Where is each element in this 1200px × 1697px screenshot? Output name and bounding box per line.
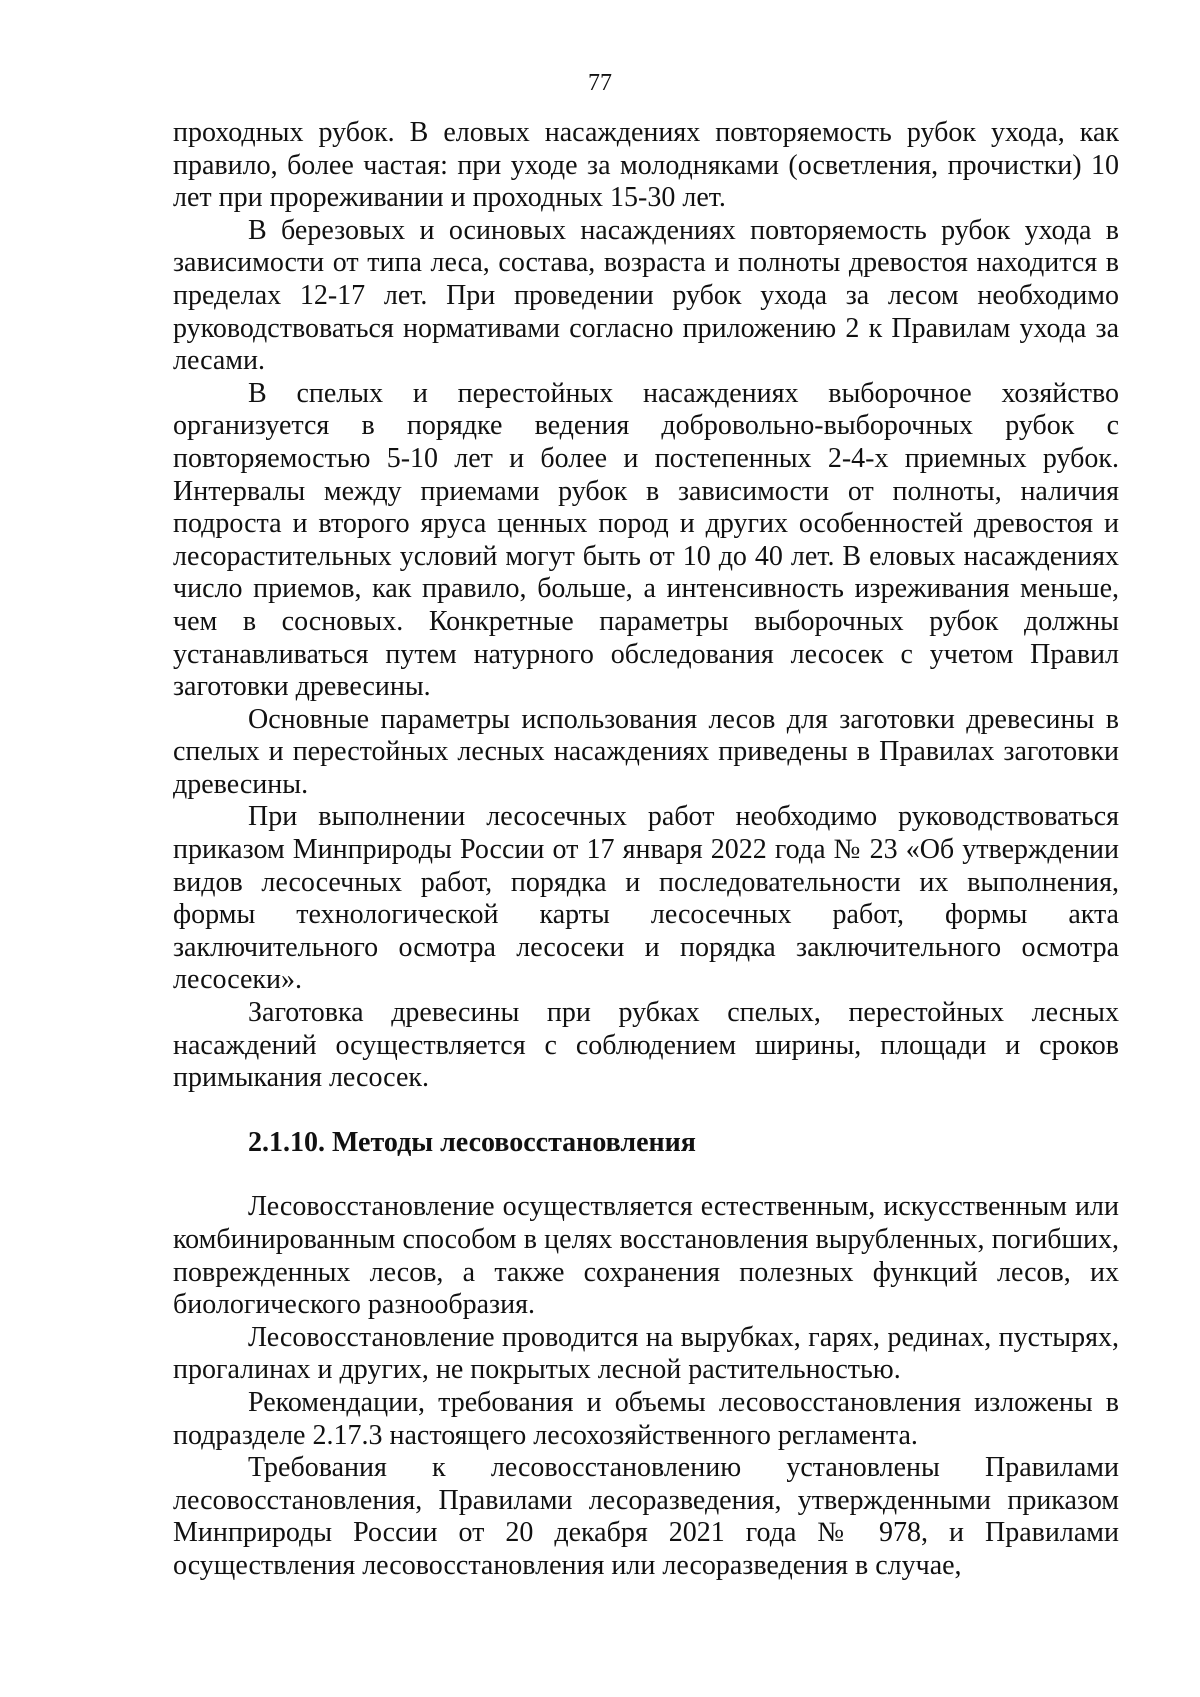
paragraph-reforestation-methods: Лесовосстановление осуществляется естественным, искусственным или комбинированным способом в целях восстановления вырубленных, погибших, поврежденных лесов, а также сохранения полезных функций лесов, их биологического разнообразия. xyxy=(173,1191,1119,1321)
paragraph-reforestation-sites: Лесовосстановление проводится на вырубках, гарях, рединах, пустырях, прогалинах и других, не покрытых лесной растительностью. xyxy=(173,1321,1119,1386)
paragraph-logging-works-order: При выполнении лесосечных работ необходимо руководствоваться приказом Минприроды России от 17 января 2022 года № 23 «Об утверждении видов лесосечных работ, порядка и последовательности их выполнения, формы технологической карты лесосечных работ, формы акта заключительного осмотра лесосеки и порядка заключительного осмотра лесосеки». xyxy=(173,801,1119,996)
paragraph-birch-aspen-care: В березовых и осиновых насаждениях повторяемость рубок ухода в зависимости от типа леса, состава, возраста и полноты древостоя находится в пределах 12-17 лет. При проведении рубок ухода за лесом необходимо руководствоваться нормативами согласно приложению 2 к Правилам ухода за лесами. xyxy=(173,214,1119,377)
document-body xyxy=(173,117,1119,1583)
section-heading: 2.1.10. Методы лесовосстановления xyxy=(248,1126,696,1158)
paragraph-selective-management: В спелых и перестойных насаждениях выборочное хозяйство организуется в порядке ведения добровольно-выборочных рубок с повторяемостью 5-10 лет и более и постепенных 2-4-х приемных рубок. Интервалы между приемами рубок в зависимости от полноты, наличия подроста и второго яруса ценных пород и других особенностей древостоя и лесорастительных условий могут быть от 10 до 40 лет. В еловых насаждениях число приемов, как правило, больше, а интенсивность изреживания меньше, чем в сосновых. Конкретные параметры выборочных рубок должны устанавливаться путем натурного обследования лесосек с учетом Правил заготовки древесины. xyxy=(173,377,1119,703)
page-number: 77 xyxy=(588,70,612,96)
paragraph-recommendations: Рекомендации, требования и объемы лесовосстановления изложены в подразделе 2.17.3 настоящего лесохозяйственного регламента. xyxy=(173,1386,1119,1451)
paragraph-harvesting-conditions: Заготовка древесины при рубках спелых, перестойных лесных насаждений осуществляется с соблюдением ширины, площади и сроков примыкания лесосек. xyxy=(173,997,1119,1094)
paragraph-requirements: Требования к лесовосстановлению установлены Правилами лесовосстановления, Правилами лесоразведения, утвержденными приказом Минприроды России от 20 декабря 2021 года № 978, и Правилами осуществления лесовосстановления или лесоразведения в случае, xyxy=(173,1452,1119,1581)
paragraph-main-parameters: Основные параметры использования лесов для заготовки древесины в спелых и перестойных лесных насаждениях приведены в Правилах заготовки древесины. xyxy=(173,703,1119,800)
paragraph-continuation: проходных рубок. В еловых насаждениях повторяемость рубок ухода, как правило, более частая: при уходе за молодняками (осветления, прочистки) 10 лет при прореживании и проходных 15-30 лет. xyxy=(173,117,1119,214)
